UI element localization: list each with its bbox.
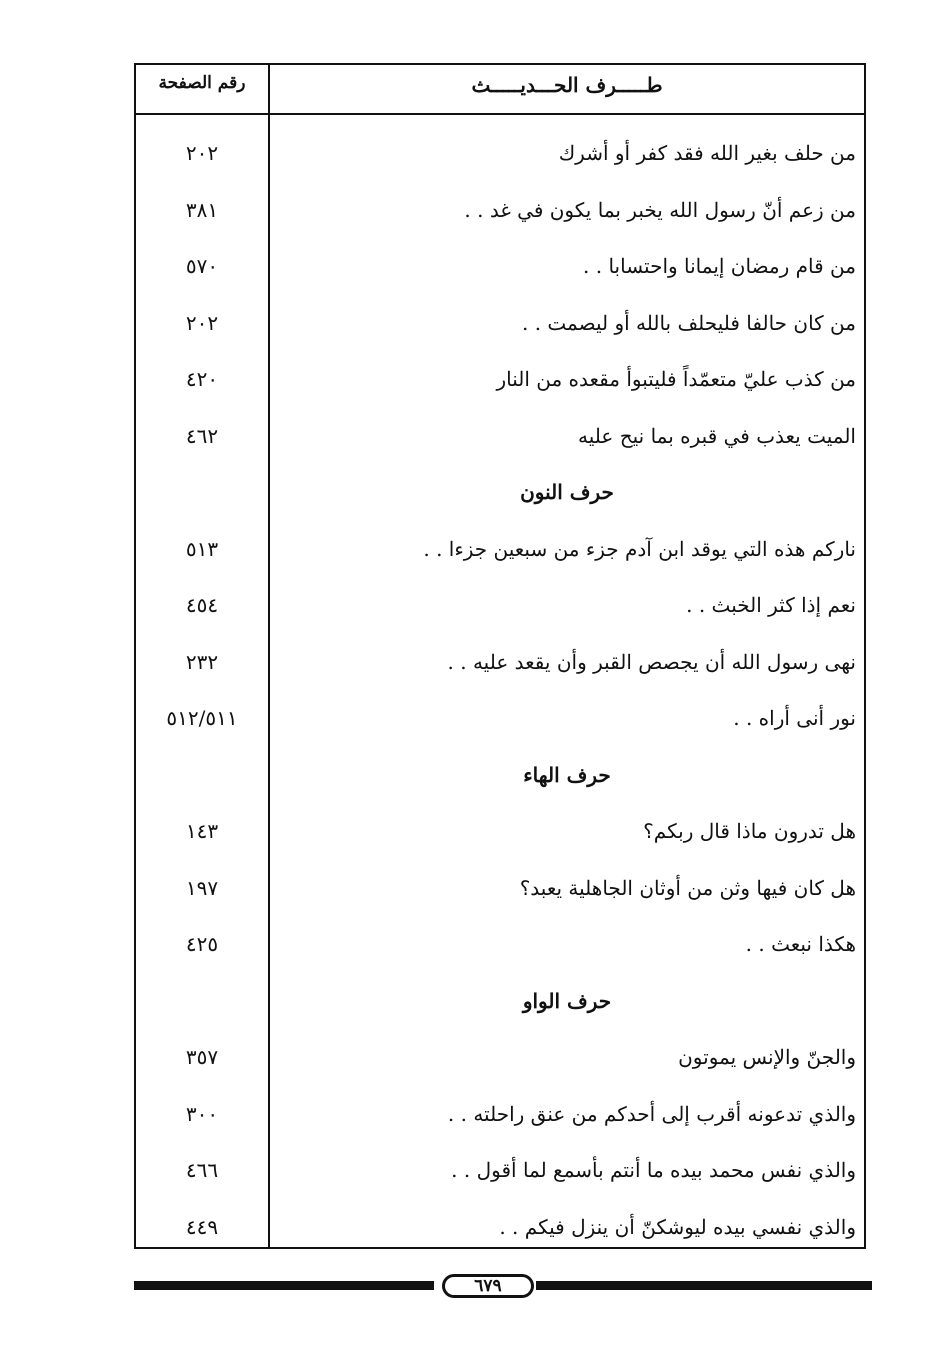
table-row xyxy=(136,190,864,230)
footer-rule-right xyxy=(536,1281,872,1290)
hadith-text: نور أنى أراه . . xyxy=(733,706,856,730)
hadith-text: من كان حالفا فليحلف بالله أو ليصمت . . xyxy=(521,310,856,335)
hadith-text: هل تدرون ماذا قال ربكم؟ xyxy=(643,819,856,843)
hadith-text: والجنّ والإنس يموتون xyxy=(678,1045,856,1069)
table-row xyxy=(136,868,864,908)
page-reference: ٥١٢/٥١١ xyxy=(166,706,238,730)
page-reference: ٣٥٧ xyxy=(185,1045,219,1069)
hadith-text: نعم إذا كثر الخبث . . xyxy=(686,593,856,617)
table-row xyxy=(136,698,864,738)
page-reference: ١٤٣ xyxy=(185,819,219,843)
hadith-text: هكذا نبعث . . xyxy=(745,932,856,956)
table-row xyxy=(136,924,864,964)
table-row xyxy=(136,359,864,399)
hadith-text: من حلف بغير الله فقد كفر أو أشرك xyxy=(558,141,856,165)
table-row xyxy=(136,529,864,569)
hadith-text: والذي نفس محمد بيده ما أنتم بأسمع لما أقول . . xyxy=(451,1158,856,1182)
table-row xyxy=(136,303,864,343)
page-footer xyxy=(134,1274,872,1298)
page-reference: ٢٣٢ xyxy=(185,649,219,674)
page-reference: ٣٠٠ xyxy=(185,1101,219,1126)
page-reference: ٤٢٠ xyxy=(185,367,219,391)
table-row xyxy=(136,585,864,625)
section-heading: حرف الهاء xyxy=(523,762,611,787)
table-row xyxy=(136,1037,864,1077)
hadith-text: الميت يعذب في قبره بما نيح عليه xyxy=(578,423,856,448)
hadith-index-table xyxy=(134,63,866,1249)
table-row xyxy=(136,133,864,173)
page-reference: ٤٦٦ xyxy=(185,1158,219,1182)
page-reference: ٢٠٢ xyxy=(185,310,219,335)
section-heading: حرف النون xyxy=(520,480,614,504)
footer-rule-left xyxy=(134,1281,434,1290)
section-heading: حرف الواو xyxy=(522,988,612,1013)
hadith-text: هل كان فيها وثن من أوثان الجاهلية يعبد؟ xyxy=(519,875,856,900)
page-reference: ٤٥٤ xyxy=(185,593,219,617)
hadith-text: من قام رمضان إيمانا واحتسابا . . xyxy=(583,254,856,278)
hadith-text: والذي نفسي بيده ليوشكنّ أن ينزل فيكم . . xyxy=(499,1214,856,1239)
page-reference: ٥١٣ xyxy=(185,536,219,561)
page-reference: ٣٨١ xyxy=(185,197,219,222)
column-header-hadith: طـــــرف الحـــديـــــث xyxy=(471,73,663,97)
table-row xyxy=(136,1207,864,1247)
hadith-text: نهى رسول الله أن يجصص القبر وأن يقعد عليه . . xyxy=(447,649,856,674)
hadith-text: من كذب عليّ متعمّداً فليتبوأ مقعده من النار xyxy=(496,367,856,391)
table-row xyxy=(136,416,864,456)
table-row xyxy=(136,642,864,682)
page-reference: ٤٦٢ xyxy=(185,423,219,448)
header-divider xyxy=(136,113,864,115)
page-reference: ٥٧٠ xyxy=(185,254,219,278)
hadith-text: ناركم هذه التي يوقد ابن آدم جزء من سبعين جزءا . . xyxy=(423,536,856,561)
table-row xyxy=(136,811,864,851)
page-number: ٦٧٩ xyxy=(442,1274,534,1298)
table-row xyxy=(136,1150,864,1190)
page-reference: ٤٢٥ xyxy=(185,932,219,956)
hadith-text: من زعم أنّ رسول الله يخبر بما يكون في غد . . xyxy=(464,197,856,222)
table-row xyxy=(136,246,864,286)
page-reference: ٤٤٩ xyxy=(185,1214,219,1239)
page-reference: ٢٠٢ xyxy=(185,141,219,165)
table-row xyxy=(136,1094,864,1134)
column-header-page: رقم الصفحة xyxy=(158,73,246,93)
hadith-text: والذي تدعونه أقرب إلى أحدكم من عنق راحلته . . xyxy=(447,1101,856,1126)
page-reference: ١٩٧ xyxy=(185,875,219,900)
